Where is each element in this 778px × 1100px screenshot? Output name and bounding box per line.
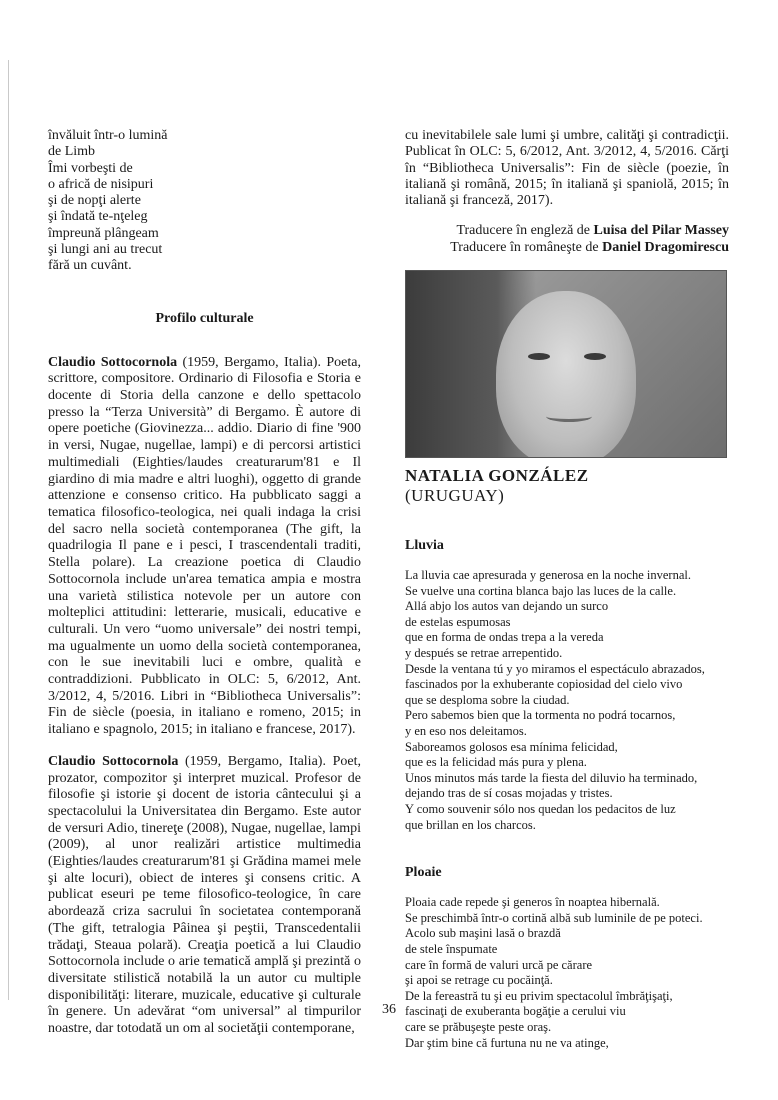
poem-line: Saboreamos golosos esa mínima felicidad, [405, 739, 618, 754]
translation-credits [405, 223, 729, 256]
poem-line: Y como souvenir sólo nos quedan los pedacitos de luz [405, 801, 676, 816]
bio-romanian-continued: cu inevitabilele sale lumi şi umbre, calităţi şi contradicţii. Publicat în OLC: 5, 6/2012, Ant. 3/2012, 4, 5/2016. Cărţi în “Bibliotheca Universalis”: Fin de siècle (poezie, în italiană şi română, 2015; în italiană şi spaniolă, 2015; în italiană şi franceză, 2017). [405, 128, 729, 209]
bio-text: (1959, Bergamo, Italia). Poet, prozator, compozitor şi interpret muzical. Profesor de filosofie şi istorie şi docent de istoria cântecului şi a spectacolului la Universitatea din Bergamo. Este autor de versuri Adio, tinereţe (2008), Nugae, nugellae, lampi (2009), al unor realizări artistice multimedia (Eighties/laudes creaturarum'81 şi Grădina mamei mele şi alte locuri), obiect de interes şi consens critic. A publicat eseuri pe teme filosofico-teologice, în care abordează criza sacrului în societatea contemporană (The gift, tetralogia Pâinea şi peştii, Transcedentalii trădaţi, Steaua polară). Creaţia poetică a lui Claudio Sottocornola include o arie tematică amplă şi prezintă o diversitate stilistică notabilă la un autor cu multiple disponibilităţi: literare, muzicale, educative şi culturale în genere. Un adevărat “om universal” al timpurilor noastre, dar totodată un om al societăţii contemporane, [48, 753, 361, 1037]
author-country: (URUGUAY) [405, 486, 505, 506]
poem-line: care se prăbuşeşte peste oraş. [405, 1019, 552, 1034]
poem-line: Desde la ventana tú y yo miramos el espectáculo abrazados, [405, 661, 705, 676]
poem-line: que en forma de ondas trepa a la vereda [405, 630, 604, 645]
translator-name: Luisa del Pilar Massey [593, 223, 729, 239]
poem-line: şi apoi se retrage cu pocăinţă. [405, 973, 553, 988]
poem-line: fascinaţi de exuberanta bogăţie a cerului viu [405, 1004, 626, 1019]
right-column [405, 128, 729, 1051]
photo-face [496, 291, 636, 458]
page-number: 36 [382, 1002, 396, 1017]
poem-line: de estelas espumosas [405, 614, 511, 629]
poem-line: o africă de nisipuri [48, 176, 154, 192]
poem-title-spanish: Lluvia [405, 538, 444, 554]
poem-line: de Limb [48, 144, 96, 160]
poem-line: care în formă de valuri urcă pe cărare [405, 957, 593, 972]
credit-english [405, 223, 729, 239]
poem-line: De la fereastră tu şi eu privim spectacolul îmbrăţişaţi, [405, 988, 673, 1003]
poem-line: que brillan en los charcos. [405, 817, 536, 832]
author-name: NATALIA GONZÁLEZ [405, 466, 589, 486]
bio-romanian [48, 754, 361, 1038]
credit-romanian [405, 240, 729, 256]
poem-line: y después se retrae arrepentido. [405, 646, 563, 661]
poem-line: fascinados por la exhuberante copiosidad del cielo vivo [405, 677, 683, 692]
bio-author-name: Claudio Sottocornola [48, 354, 178, 370]
poem-line: Dar ştim bine că furtuna nu ne va atinge, [405, 1035, 609, 1050]
poem-line: Îmi vorbeşti de [48, 160, 133, 176]
poem-line: Se vuelve una cortina blanca bajo las luces de la calle. [405, 583, 677, 598]
poem-line: dejando tras de sí cosas mojadas y tristes. [405, 786, 613, 801]
photo-mouth [546, 411, 592, 422]
author-photo [405, 270, 727, 458]
translator-name: Daniel Dragomirescu [602, 239, 729, 255]
poem-line: que se desploma sobre la ciudad. [405, 692, 570, 707]
poem-line: Acolo sub maşini lasă o brazdă [405, 926, 561, 941]
poem-spanish [405, 568, 729, 833]
poem-line: fără un cuvânt. [48, 258, 132, 274]
bio-italian [48, 355, 361, 739]
bio-text: (1959, Bergamo, Italia). Poeta, scrittore, compositore. Ordinario di Filosofia e Storia e docente di Storia della canzone e dello spettacolo presso la “Terza Università” di Bergamo. È autore di opere poetiche (Giovinezza... addio. Diario di fine '900 in versi, Nugae, nugellae, lampi) e di percorsi artistici multimediali (Eighties/laudes creaturarum'81 e Il giardino di mia madre e altri luoghi), oggetto di grande attenzione e consenso critico. Ha pubblicato saggi a tematica filosofico-teologica, nei quali indaga la crisi del sacro nella società contemporanea (The gift, la quadrilogia Il pane e i pesci, I trascendentali traditi, Stella polare). La creazione poetica di Claudio Sottocornola include un'area tematica ampia e mostra una varietà stilistica notevole per un autore con molteplici attitudini: letterarie, musicali, educative e culturali. Un vero “uomo universale” dei nostri tempi, ma ugualmente un uomo della società contemporanea, con le sue inevitabili luci e ombre, qualità e contraddizioni. Pubblicato in OLC: 5, 6/2012, Ant. 3/2012, 4, 5/2016. Libri in “Bibliotheca Universalis”: Fin de siècle (poesia, in italiano e romeno, 2015; in italiano e spagnolo, 2015; in italiano e francese, 2017). [48, 354, 361, 738]
poem-line: Pero sabemos bien que la tormenta no podrá tocarnos, [405, 708, 676, 723]
poem-title-romanian: Ploaie [405, 865, 442, 881]
poem-romanian [405, 895, 729, 1051]
poem-line: şi îndată te-nţeleg [48, 209, 148, 225]
poem-line: La lluvia cae apresurada y generosa en la noche invernal. [405, 568, 691, 583]
poem-line: y en eso nos deleitamos. [405, 724, 527, 739]
poem-line: Allá abjo los autos van dejando un surco [405, 599, 609, 614]
poem-line: de stele înspumate [405, 941, 498, 956]
poem-line: Unos minutos más tarde la fiesta del diluvio ha terminado, [405, 770, 698, 785]
poem-line: învăluit într-o lumină [48, 128, 168, 143]
poem-ending [48, 128, 361, 275]
left-column [48, 128, 361, 1053]
section-title: Profilo culturale [155, 310, 254, 326]
poem-line: împreună plângeam [48, 225, 159, 241]
poem-line: şi lungi ani au trecut [48, 242, 163, 258]
poem-line: Se preschimbă într-o cortină albă sub luminile de pe poteci. [405, 910, 703, 925]
credit-prefix: Traducere în româneşte de [450, 239, 603, 255]
credit-prefix: Traducere în engleză de [456, 223, 594, 239]
poem-line: şi de nopţi alerte [48, 193, 141, 209]
margin-line [8, 60, 9, 1000]
poem-line: que es la felicidad más pura y plena. [405, 755, 587, 770]
bio-author-name: Claudio Sottocornola [48, 753, 179, 769]
poem-line: Ploaia cade repede şi generos în noaptea hibernală. [405, 895, 660, 910]
